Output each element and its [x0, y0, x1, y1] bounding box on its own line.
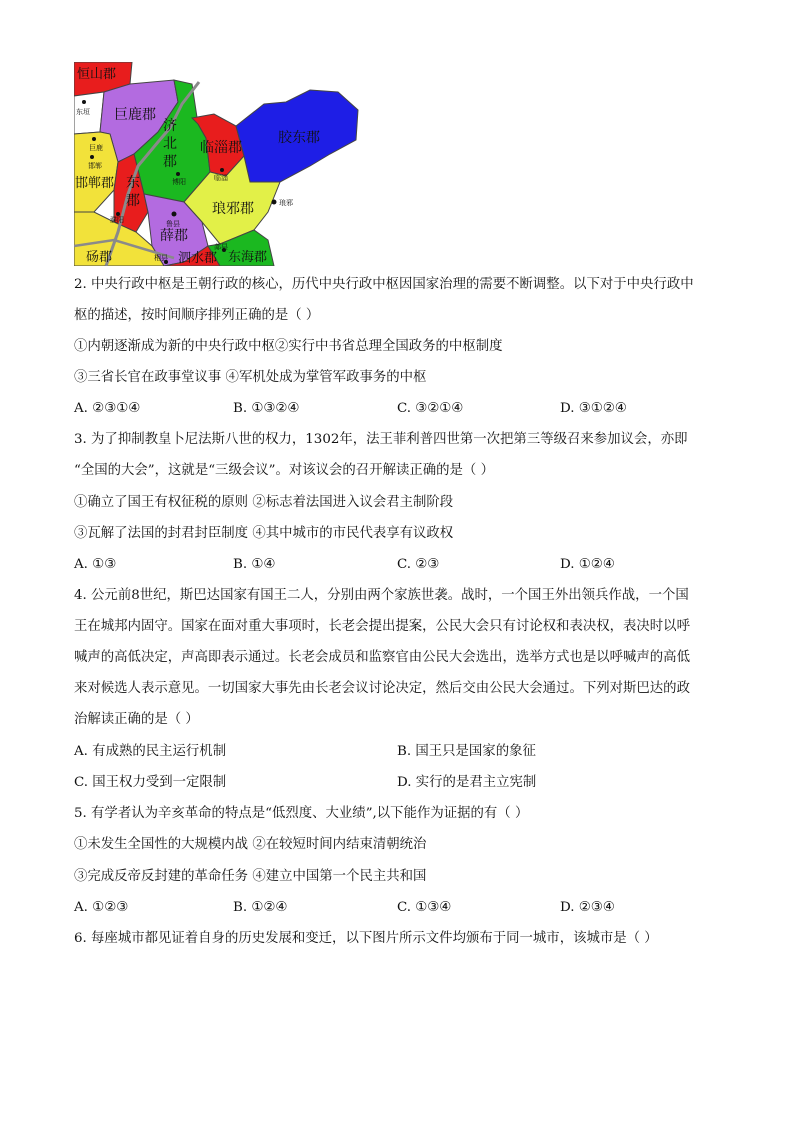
- city-boyang: 博阳: [172, 178, 186, 186]
- city-julu: 巨鹿: [89, 144, 103, 152]
- label-handan: 邯郸郡: [75, 176, 115, 191]
- q2-option-d[interactable]: D. ③①②④: [560, 401, 627, 416]
- q3-option-c[interactable]: C. ②③: [397, 557, 440, 572]
- q3-stem-line-2: “全国的大会”，这就是“三级会议”。对该议会的召开解读正确的是（ ）: [74, 463, 494, 478]
- q3-statement-1: ①确立了国王有权征税的原则 ②标志着法国进入议会君主制阶段: [74, 495, 454, 510]
- q2-option-a[interactable]: A. ②③①④: [74, 401, 141, 416]
- q5-stem-line-1: 5. 有学者认为辛亥革命的特点是“低烈度、大业绩”,以下能作为证据的有（ ）: [74, 806, 529, 821]
- q3-stem-line-1: 3. 为了抑制教皇卜尼法斯八世的权力，1302年，法王菲利普四世第一次把第三等级召来参加议会，亦即: [74, 432, 688, 447]
- q5-option-b[interactable]: B. ①②④: [233, 900, 288, 915]
- q2-option-b[interactable]: B. ①③②④: [233, 401, 300, 416]
- label-sishui: 泗水郡: [178, 251, 218, 266]
- label-dong-2: 郡: [126, 193, 140, 209]
- city-luxian: 鲁县: [166, 220, 180, 228]
- q2-stem-line-2: 枢的描述，按时间顺序排列正确的是（ ）: [74, 308, 320, 323]
- q4-stem-line-2: 王在城邦内固守。国家在面对重大事项时，长老会提出提案，公民大会只有讨论权和表决权，表决时以呼: [74, 619, 690, 634]
- label-donghai: 东海郡: [228, 250, 268, 265]
- label-dang: 砀郡: [86, 250, 113, 265]
- q4-stem-line-5: 治解读正确的是（ ）: [74, 712, 199, 727]
- city-xiangxian: 相县: [154, 254, 168, 262]
- label-xue: 薛郡: [160, 228, 188, 244]
- q3-option-b[interactable]: B. ①④: [233, 557, 276, 572]
- q6-stem-line-1: 6. 每座城市都见证着自身的历史发展和变迁，以下图片所示文件均颁布于同一城市，该城市是（ ）: [74, 931, 658, 946]
- label-dong-1: 东: [126, 175, 140, 191]
- q3-statement-2: ③瓦解了法国的封君封臣制度 ④其中城市的市民代表享有议政权: [74, 526, 454, 541]
- q4-stem-line-3: 喊声的高低决定，声高即表示通过。长老会成员和监察官由公民大会选出，选举方式也是以呼喊声的高低: [74, 650, 690, 665]
- qin-commanderies-map: [74, 62, 364, 266]
- q4-option-a[interactable]: A. 有成熟的民主运行机制: [74, 744, 227, 759]
- q4-option-b[interactable]: B. 国王只是国家的象征: [397, 744, 536, 759]
- city-tanxian: 郯县: [214, 243, 228, 251]
- label-julu: 巨鹿郡: [114, 107, 156, 123]
- city-handan: 邯郸: [88, 162, 102, 170]
- q5-option-a[interactable]: A. ①②③: [74, 900, 129, 915]
- q5-statement-1: ①未发生全国性的大规模内战 ②在较短时间内结束清朝统治: [74, 837, 427, 852]
- q2-statement-2: ③三省长官在政事堂议事 ④军机处成为掌管军政事务的中枢: [74, 370, 427, 385]
- label-jibei-1: 济: [163, 118, 177, 134]
- label-jibei-3: 郡: [163, 154, 177, 170]
- q2-statement-1: ①内朝逐渐成为新的中央行政中枢②实行中书省总理全国政务的中枢制度: [74, 339, 503, 354]
- city-dongyuan: 东垣: [76, 108, 90, 116]
- q5-option-d[interactable]: D. ②③④: [560, 900, 615, 915]
- label-jibei-2: 北: [163, 136, 177, 152]
- q2-option-c[interactable]: C. ③②①④: [397, 401, 464, 416]
- q4-stem-line-1: 4. 公元前8世纪，斯巴达国家有国王二人，分别由两个家族世袭。战时，一个国王外出领兵作战，一个国: [74, 588, 689, 603]
- q3-option-a[interactable]: A. ①③: [74, 557, 117, 572]
- label-langya: 琅邪郡: [212, 201, 254, 217]
- label-jiaodong: 胶东郡: [278, 130, 320, 146]
- q4-stem-line-4: 来对候选人表示意见。一切国家大事先由长老会议讨论决定，然后交由公民大会通过。下列对斯巴达的政: [74, 681, 690, 696]
- city-langya: 琅邪: [279, 199, 293, 207]
- q5-option-c[interactable]: C. ①③④: [397, 900, 452, 915]
- city-linzi: 临淄: [214, 174, 228, 182]
- label-linzi: 临淄郡: [200, 140, 242, 156]
- label-hengshan: 恒山郡: [77, 67, 117, 82]
- q3-option-d[interactable]: D. ①②④: [560, 557, 615, 572]
- q2-stem-line-1: 2. 中央行政中枢是王朝行政的核心，历代中央行政中枢因国家治理的需要不断调整。以下对于中央行政中: [74, 277, 694, 292]
- city-puyang: 濮阳: [110, 216, 124, 224]
- q4-option-c[interactable]: C. 国王权力受到一定限制: [74, 775, 227, 790]
- q5-statement-2: ③完成反帝反封建的革命任务 ④建立中国第一个民主共和国: [74, 869, 427, 884]
- q4-option-d[interactable]: D. 实行的是君主立宪制: [397, 775, 537, 790]
